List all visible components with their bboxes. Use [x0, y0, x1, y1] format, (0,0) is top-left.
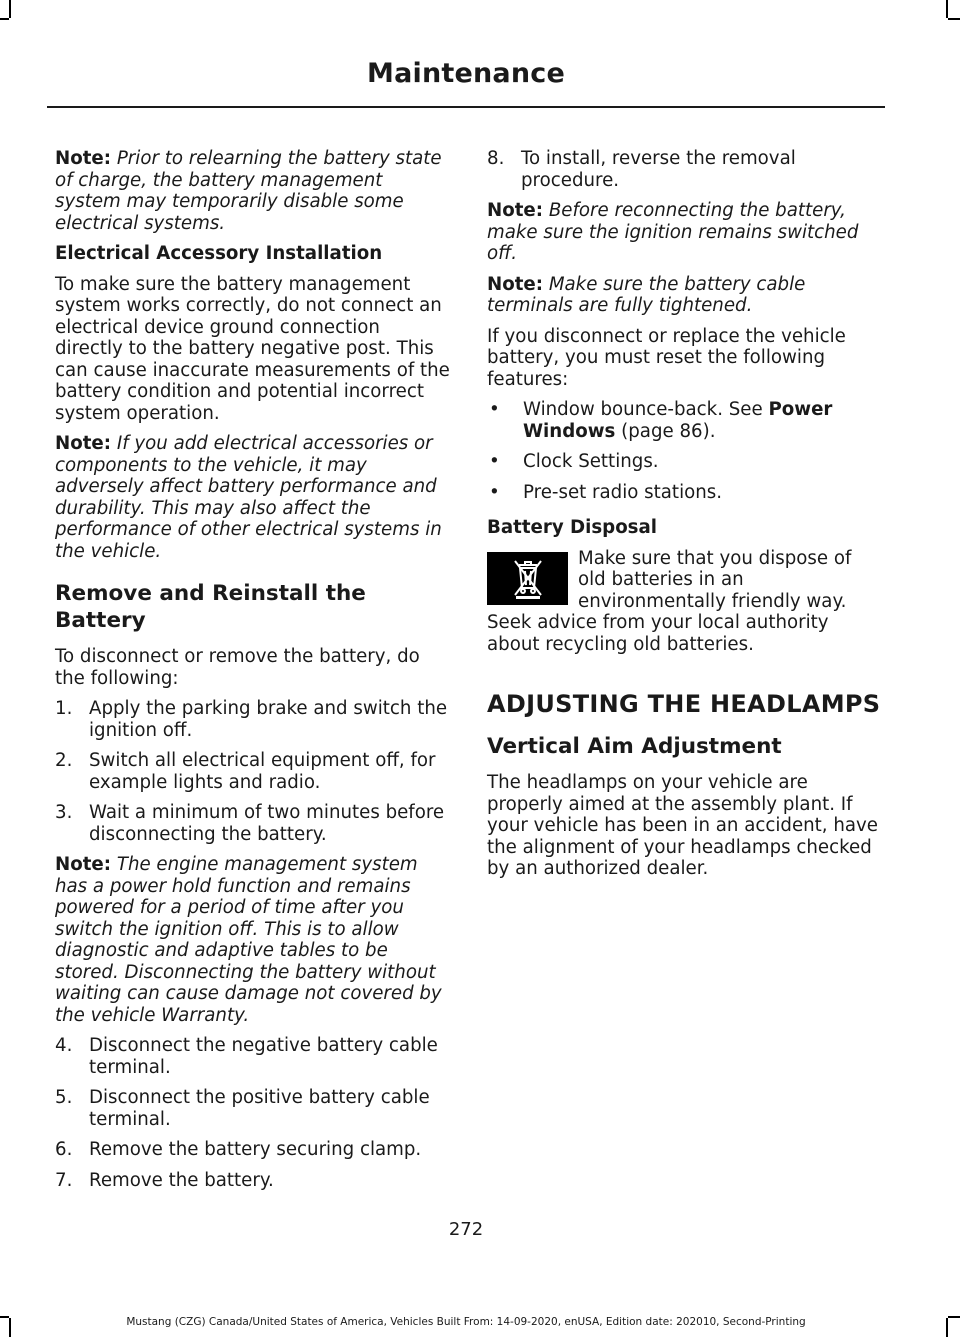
paragraph-disposal: Make sure that you dispose of old batteries in an environmentally friendly way. Seek advice from your local authority about recycling old batteries. [487, 547, 852, 655]
disposal-block [487, 548, 882, 656]
page-number: 272 [448, 1219, 484, 1240]
list-item [487, 148, 882, 191]
list-item [487, 482, 882, 504]
page-title: Maintenance [367, 58, 565, 89]
list-item [55, 802, 450, 845]
crop-mark [948, 1316, 960, 1318]
footer-text: Mustang (CZG) Canada/United States of America, Vehicles Built From: 14-09-2020, enUSA, Edition date: 202010, Second-Printing [126, 1316, 806, 1328]
bullet-text-suffix: (page 86). [615, 420, 716, 442]
step-number: 8. [487, 148, 505, 169]
note-text: The engine management system has a power hold function and remains powered for a period of time after you switch the ignition off. This is to allow diagnostic and adaptive tables to be stored. Disconnecting the battery without waiting can cause damage not covered by the vehicle Warranty. [55, 854, 442, 1026]
step-number: 3. [55, 802, 73, 823]
note-text: Before reconnecting the battery, make sure the ignition remains switched off. [487, 200, 859, 264]
step-number: 1. [55, 698, 73, 719]
left-column [55, 148, 450, 1200]
crop-mark [948, 18, 960, 20]
crossed-out-wheelie-bin-icon [487, 552, 568, 605]
bullet: • [489, 451, 500, 472]
crop-mark [9, 0, 11, 18]
crop-mark [0, 18, 9, 20]
note-ignition-off [487, 200, 882, 265]
note-label: Note: [487, 273, 544, 295]
step-number: 2. [55, 750, 73, 771]
bullet-text: Clock Settings. [523, 451, 659, 472]
right-column [487, 148, 882, 889]
step-text: Apply the parking brake and switch the ignition off. [89, 698, 448, 741]
step-text: Switch all electrical equipment off, for example lights and radio. [89, 750, 436, 793]
list-item [55, 1035, 450, 1078]
note-text: Prior to relearning the battery state of charge, the battery management system may temporarily disable some electrical systems. [55, 148, 442, 234]
step-text: Remove the battery securing clamp. [89, 1139, 422, 1160]
subheading-battery-disposal: Battery Disposal [487, 517, 658, 538]
note-label: Note: [55, 854, 112, 875]
note-label: Note: [55, 148, 112, 169]
bullet: • [489, 399, 500, 420]
step-text: Disconnect the positive battery cable terminal. [89, 1087, 430, 1130]
note-text: If you add electrical accessories or components to the vehicle, it may adversely affect battery performance and durability. This may also affect the performance of other electrical systems in the vehicle. [55, 433, 442, 562]
step-text: Remove the battery. [89, 1169, 274, 1191]
header-divider [47, 106, 885, 108]
step-number: 4. [55, 1035, 73, 1056]
note-power-hold [55, 854, 450, 1026]
step-number: 5. [55, 1087, 73, 1108]
bullet-text-prefix: Window bounce-back. See [523, 399, 769, 420]
list-item [487, 399, 882, 442]
note-text: Make sure the battery cable terminals are fully tightened. [487, 273, 806, 316]
bullet-text: Pre-set radio stations. [523, 481, 723, 503]
section-heading-vertical-aim: Vertical Aim Adjustment [487, 734, 782, 759]
paragraph-reset-features: If you disconnect or replace the vehicle battery, you must reset the following features: [487, 325, 846, 390]
chapter-heading-headlamps: ADJUSTING THE HEADLAMPS [487, 690, 881, 718]
crop-mark [946, 0, 948, 18]
step-number: 6. [55, 1139, 73, 1160]
step-text: Disconnect the negative battery cable terminal. [89, 1035, 438, 1078]
list-item [55, 1139, 450, 1161]
subheading-accessory-installation: Electrical Accessory Installation [55, 243, 383, 264]
step-text: To install, reverse the removal procedure. [521, 148, 796, 191]
bullet: • [489, 481, 500, 503]
note-accessories [55, 433, 450, 562]
step-text: Wait a minimum of two minutes before disconnecting the battery. [89, 802, 445, 845]
bullet-text [523, 399, 882, 442]
note-terminals [487, 274, 882, 317]
section-heading-remove-battery: Remove and Reinstall the Battery [55, 581, 366, 633]
note-label: Note: [55, 433, 112, 454]
paragraph-headlamps: The headlamps on your vehicle are properly aimed at the assembly plant. If your vehicle has been in an accident, have the alignment of your headlamps checked by an authorized dealer. [487, 772, 878, 879]
crop-mark [946, 1318, 948, 1337]
paragraph-accessory: To make sure the battery management system works correctly, do not connect an electrical device ground connection directly to the battery negative post. This can cause inaccurate measurements of the battery condition and potential incorrect system operation. [55, 273, 450, 424]
list-item [55, 1087, 450, 1130]
step-number: 7. [55, 1169, 73, 1191]
note-battery-relearn [55, 148, 450, 234]
list-item [55, 1170, 450, 1192]
note-label: Note: [487, 200, 544, 221]
list-item [55, 750, 450, 793]
power-windows-link[interactable]: Power Windows [523, 399, 833, 442]
list-item [55, 698, 450, 741]
list-item [487, 451, 882, 473]
paragraph-remove-intro: To disconnect or remove the battery, do the following: [55, 646, 420, 689]
